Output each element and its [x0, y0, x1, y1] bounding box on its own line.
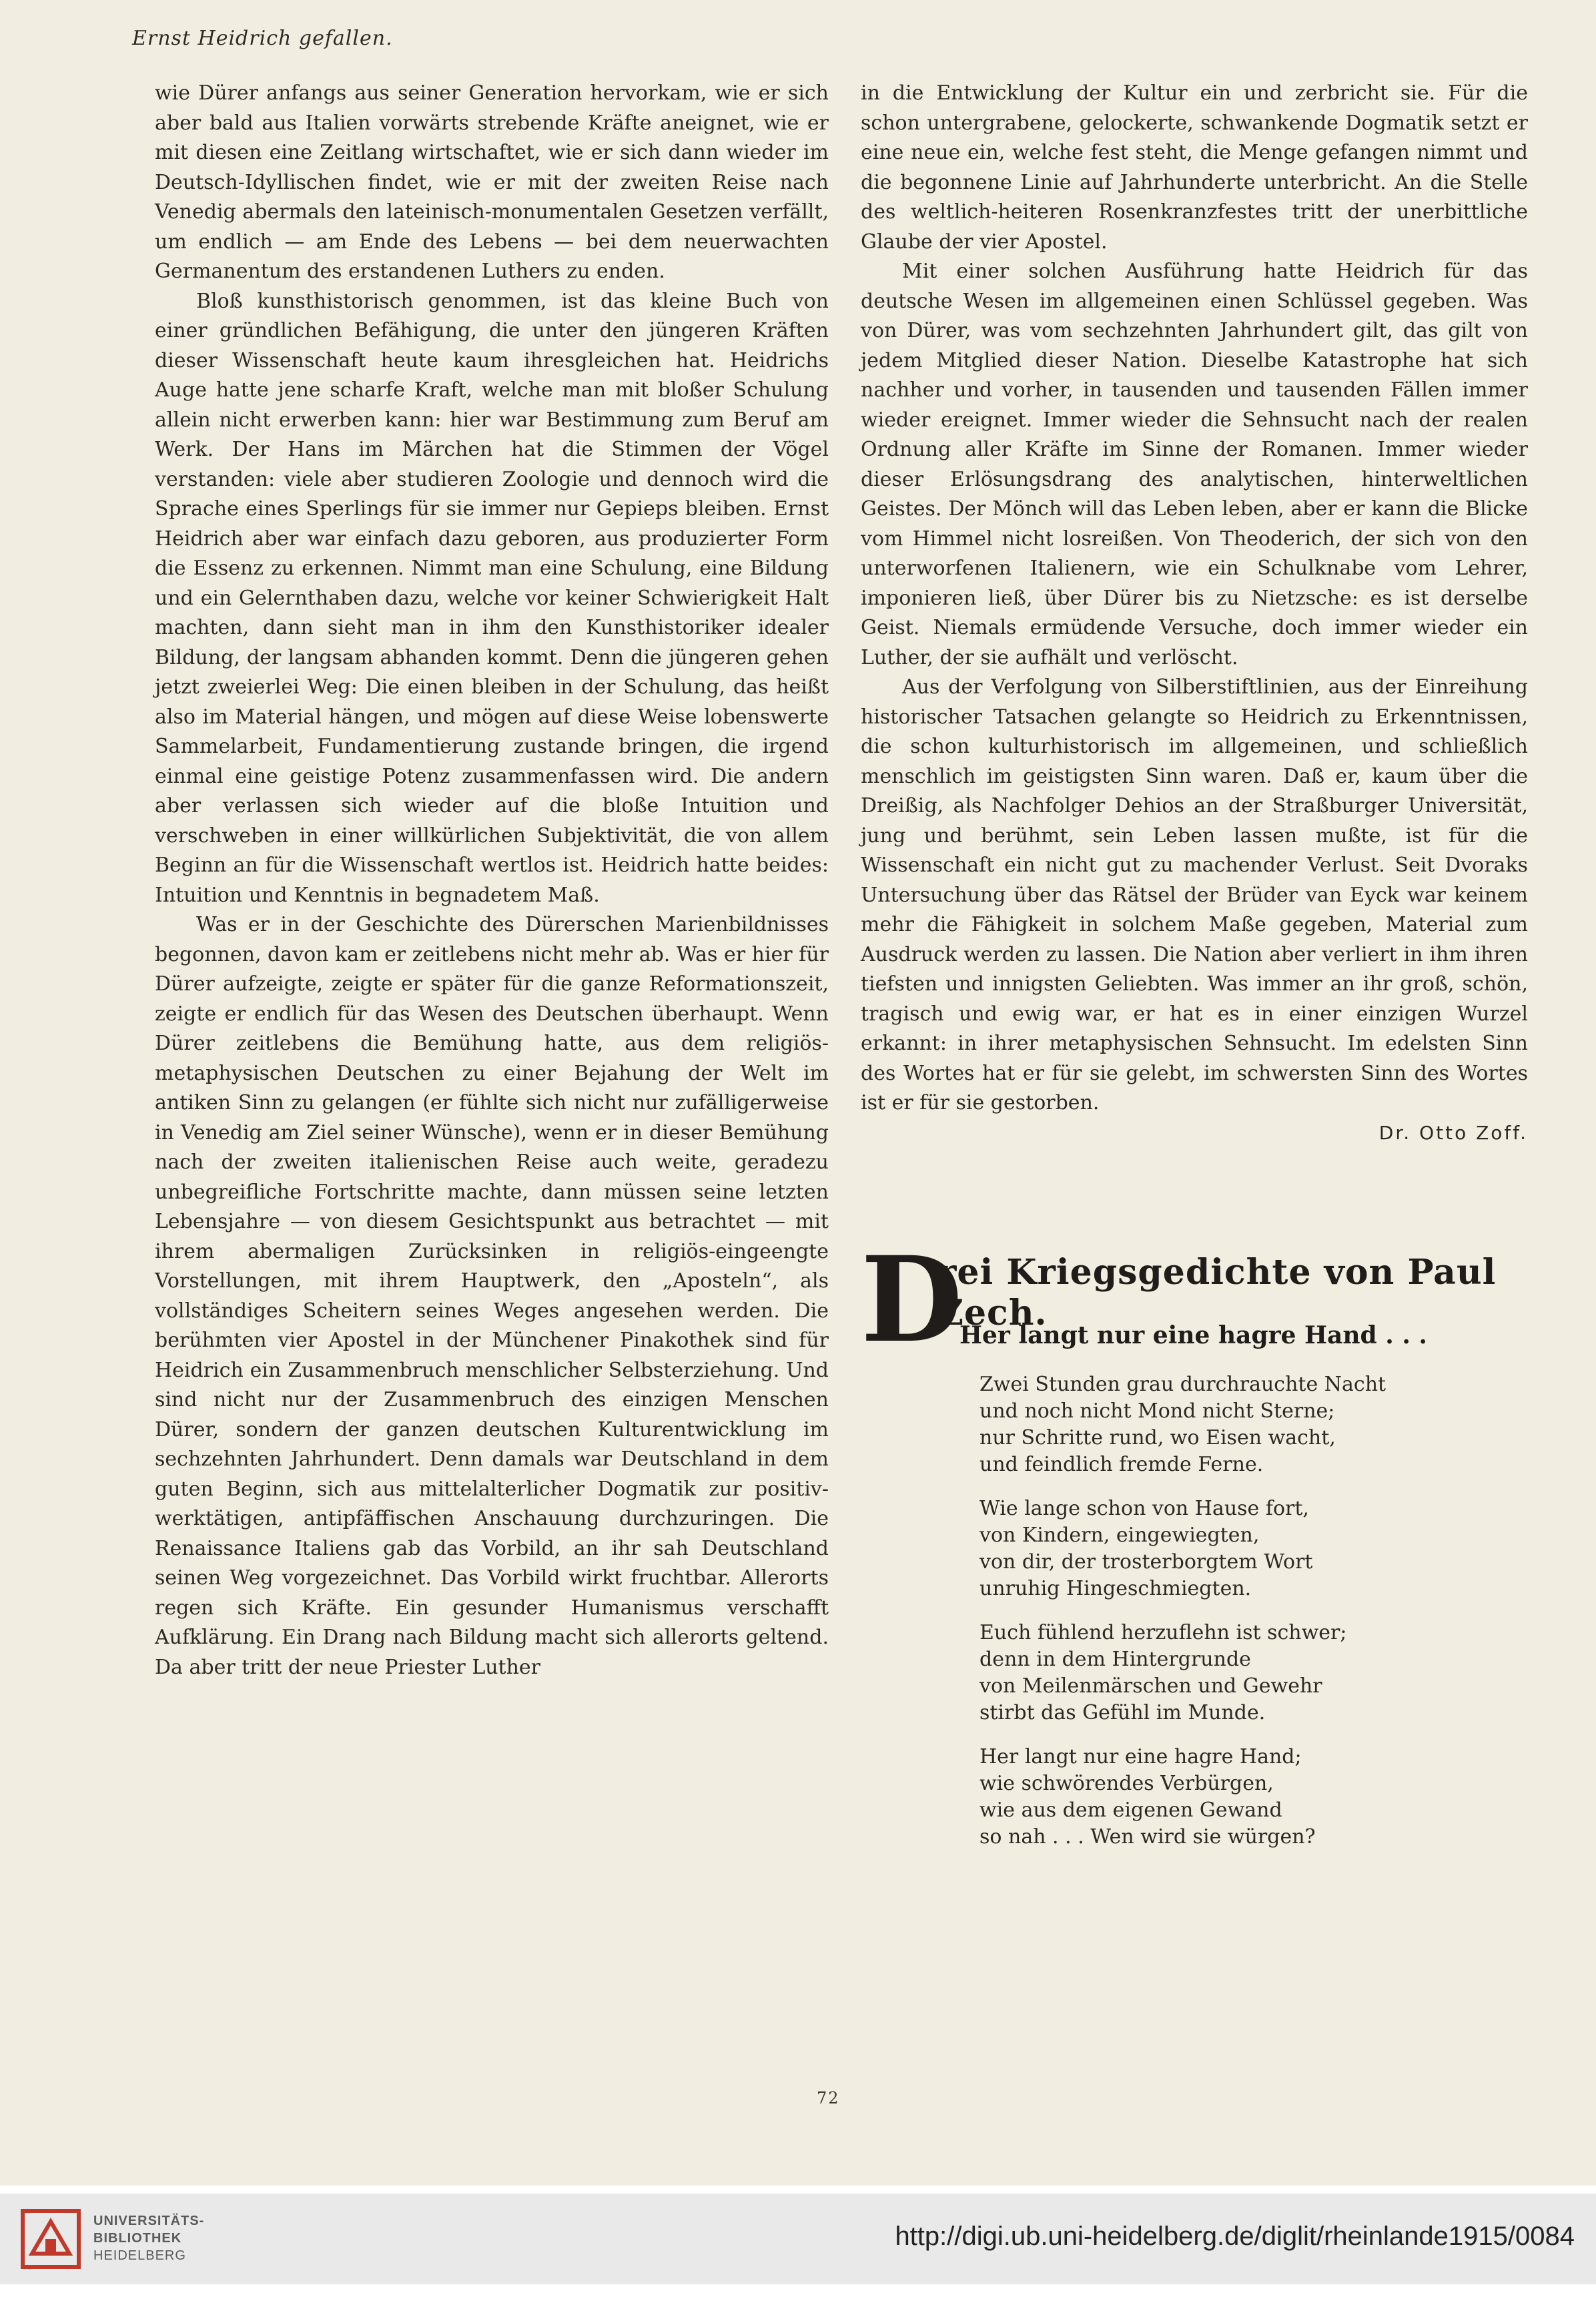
poem-line: Wie lange schon von Hause fort, — [979, 1497, 1309, 1520]
right-paragraph-2: Mit einer solchen Ausführung hatte Heidrich für das deutsche Wesen im allgemeinen einen Schlüssel gegeben. Was von Dürer, was vom sechzehnten Jahrhundert gilt, das gilt von jedem Mitglied dieser Nation. Dieselbe Katastrophe hat sich nachher und vorher, in tausenden und tausenden Fällen immer wieder ereignet. Immer wieder die Sehnsucht nach der realen Ordnung aller Kräfte im Sinne der Romanen. Immer wieder dieser Erlösungsdrang des analytischen, hinterweltlichen Geistes. Der Mönch will das Leben leben, aber er kann die Blicke vom Himmel nicht losreißen. Von Theoderich, der sich von den unterworfenen Italienern, wie ein Schulknabe vom Lehrer, imponieren ließ, über Dürer bis zu Nietzsche: es ist derselbe Geist. Niemals ermüdende Versuche, doch immer wieder ein Luther, der sie aufhält und verlöscht. — [861, 260, 1528, 669]
author-signature-line — [861, 1118, 1528, 1148]
poem-line: Euch fühlend herzuflehn ist schwer; — [979, 1621, 1347, 1644]
poem-subtitle: Her langt nur eine hagre Hand . . . — [959, 1321, 1427, 1349]
poem-line: so nah . . . Wen wird sie würgen? — [979, 1825, 1316, 1849]
right-paragraph-1: in die Entwicklung der Kultur ein und zerbricht sie. Für die schon untergrabene, gelockerte, schwankende Dogmatik setzt er eine neue ein, welche fest steht, die Menge gefangen nimmt und die begonnene Linie auf Jahrhunderte unterbricht. An die Stelle des weltlich-heiteren Rosenkranzfestes tritt der unerbittliche Glaube der vier Apostel. — [861, 81, 1528, 254]
left-paragraph-3: Was er in der Geschichte des Dürerschen Marienbildnisses begonnen, davon kam er zeitlebens nicht mehr ab. Was er hier für Dürer aufzeigte, zeigte er später für die ganze Reformationszeit, zeigte er endlich für das Wesen des Deutschen überhaupt. Wenn Dürer zeitlebens die Bemühung hatte, aus dem religiös-metaphysischen Deutschen zu einer Bejahung der Welt im antiken Sinn zu gelangen (er fühlte sich nicht nur zufälligerweise in Venedig am Ziel seiner Wünsche), wenn er in dieser Bemühung nach der zweiten italienischen Reise auch weite, geradezu unbegreifliche Fortschritte machte, dann müssen seine letzten Lebensjahre — von diesem Gesichtspunkt aus betrachtet — mit ihrem abermaligen Zurücksinken in religiös-eingeengte Vorstellungen, mit ihrem Hauptwerk, den „Aposteln“, als vollständiges Scheitern seines Weges angesehen werden. Die berühmten vier Apostel in der Münchener Pinakothek sind für Heidrich ein Zusammenbruch menschlicher Selbsterziehung. Und sind nicht nur der Zusammenbruch des einzigen Menschen Dürer, sondern der ganzen deutschen Kulturentwicklung im sechzehnten Jahrhundert. Denn damals war Deutschland in dem guten Beginn, sich aus mittelalterlicher Dogmatik zur positiv-werktätigen, antipfäffischen Anschauung durchzuringen. Die Renaissance Italiens gab das Vorbild, an ihr sah Deutschland seinen Weg vorgezeichnet. Das Vorbild wirkt fruchtbar. Allerorts regen sich Kräfte. Ein gesunder Humanismus verschafft Aufklärung. Ein Drang nach Bildung macht sich allerorts geltend. Da aber tritt der neue Priester Luther — [155, 913, 829, 1679]
author-signature: Dr. Otto Zoff. — [1378, 1121, 1528, 1144]
poem-line: Zwei Stunden grau durchrauchte Nacht — [979, 1373, 1386, 1396]
poem-heading: rei Kriegsgedichte von Paul Zech. — [938, 1252, 1497, 1333]
institution-name — [93, 2212, 204, 2264]
poem-line: Her langt nur eine hagre Hand; — [979, 1745, 1302, 1768]
page-number: 72 — [817, 2089, 840, 2107]
running-head: Ernst Heidrich gefallen. — [132, 27, 393, 50]
poem-line: und feindlich fremde Ferne. — [979, 1453, 1264, 1476]
university-library-logo-icon — [19, 2207, 83, 2271]
poem-line: denn in dem Hintergrunde — [979, 1648, 1251, 1671]
poem-dropcap: D — [861, 1231, 963, 1369]
left-paragraph-1: wie Dürer anfangs aus seiner Generation hervorkam, wie er sich aber bald aus Italien vorwärts strebende Kräfte aneignet, wie er mit diesen eine Zeitlang wirtschaftet, wie er sich dann wieder im Deutsch-Idyllischen findet, wie er mit der zweiten Reise nach Venedig abermals den lateinisch-monumentalen Gesetzen verfällt, um endlich — am Ende des Lebens — bei dem neuerwachten Germanentum des erstandenen Luthers zu enden. — [155, 81, 829, 283]
poem-stanza — [979, 1620, 1513, 1726]
right-paragraph-3: Aus der Verfolgung von Silberstiftlinien, aus der Einreihung historischer Tatsachen gelangte so Heidrich zu Erkenntnissen, die schon kulturhistorisch im allgemeinen, und schließlich menschlich im geistigsten Sinn waren. Daß er, kaum über die Dreißig, als Nachfolger Dehios an der Straßburger Universität, jung und berühmt, sein Leben lassen mußte, ist für die Wissenschaft ein nicht gut zu machender Verlust. Seit Dvoraks Untersuchung über das Rätsel der Brüder van Eyck war keinem mehr die Fähigkeit in solchem Maße gegeben, Material zum Ausdruck werden zu lassen. Die Nation aber verliert in ihm ihren tiefsten und innigsten Geliebten. Was immer an ihr groß, schön, tragisch und ewig war, er hat es in einer einzigen Wurzel erkannt: in ihrer metaphysischen Sehnsucht. Im edelsten Sinn des Wortes hat er für sie gelebt, im schwersten Sinn des Wortes ist er für sie gestorben. — [861, 675, 1528, 1114]
right-column — [861, 79, 1528, 1148]
institution-line: HEIDELBERG — [93, 2248, 186, 2263]
footer-bar — [0, 2186, 1596, 2299]
left-paragraph-2: Bloß kunsthistorisch genommen, ist das kleine Buch von einer gründlichen Befähigung, die unter den jüngeren Kräften dieser Wissenschaft heute kaum ihresgleichen hat. Heidrichs Auge hatte jene scharfe Kraft, welche man mit bloßer Schulung allein nicht erwerben kann: hier war Bestimmung zum Beruf am Werk. Der Hans im Märchen hat die Stimmen der Vögel verstanden: viele aber studieren Zoologie und dennoch wird die Sprache eines Sperlings für sie immer nur Gepieps bleiben. Ernst Heidrich aber war einfach dazu geboren, aus produzierter Form die Essenz zu erkennen. Nimmt man eine Schulung, eine Bildung und ein Gelernthaben dazu, welche vor keiner Schwierigkeit Halt machten, dann sieht man in ihm den Kunsthistoriker idealer Bildung, der langsam abhanden kommt. Denn die jüngeren gehen jetzt zweierlei Weg: Die einen bleiben in der Schulung, das heißt also im Material hängen, und mögen auf diese Weise lobenswerte Sammelarbeit, Fundamentierung zustande bringen, die irgend einmal eine geistige Potenz zusammenfassen wird. Die andern aber verlassen sich wieder auf die bloße Intuition und verschweben in einer willkürlichen Subjektivität, die von allem Beginn an für die Wissenschaft wertlos ist. Heidrich hatte beides: Intuition und Kenntnis in begnadetem Maß. — [155, 289, 829, 907]
poem-stanzas — [979, 1371, 1513, 1868]
source-url-link[interactable]: http://digi.ub.uni-heidelberg.de/diglit/rheinlande1915/0084 — [895, 2222, 1575, 2251]
poem-line: wie aus dem eigenen Gewand — [979, 1798, 1282, 1822]
poem-stanza — [979, 1496, 1513, 1602]
poem-line: nur Schritte rund, wo Eisen wacht, — [979, 1426, 1336, 1449]
poem-line: und noch nicht Mond nicht Sterne; — [979, 1399, 1335, 1423]
poem-line: unruhig Hingeschmiegten. — [979, 1577, 1252, 1600]
poem-line: von Meilenmärschen und Gewehr — [979, 1674, 1322, 1698]
poem-line: von Kindern, eingewiegten, — [979, 1524, 1260, 1547]
footer-background — [0, 2194, 1596, 2284]
left-column — [155, 79, 829, 1682]
poem-line: von dir, der trosterborgtem Wort — [979, 1550, 1313, 1574]
institution-line: BIBLIOTHEK — [93, 2231, 182, 2246]
poem-stanza — [979, 1371, 1513, 1478]
poem-line: wie schwörendes Verbürgen, — [979, 1772, 1274, 1795]
poem-line: stirbt das Gefühl im Munde. — [979, 1701, 1266, 1724]
institution-line: UNIVERSITÄTS- — [93, 2214, 205, 2228]
poem-stanza — [979, 1744, 1513, 1851]
